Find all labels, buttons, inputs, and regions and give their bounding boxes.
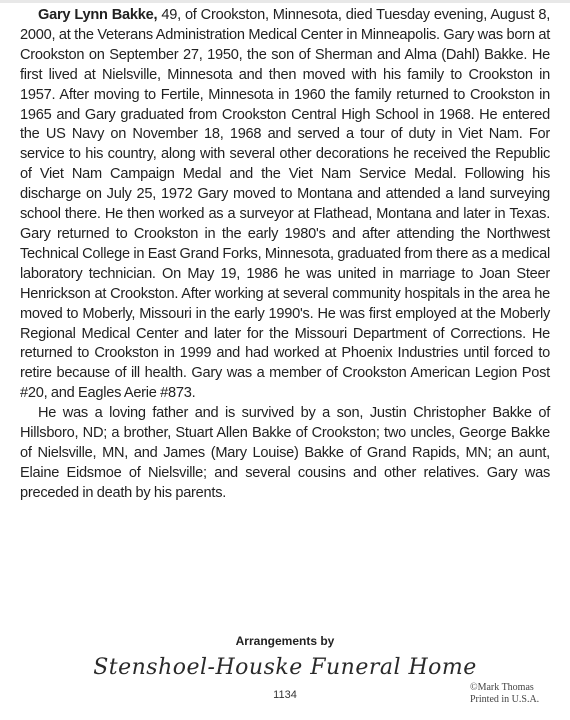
paragraph-1-body: 49, of Crookston, Minnesota, died Tuesday evening, August 8, 2000, at the Veterans Administration Medical Center in Minneapolis. Gary was born at Crookston on September 27, 1950, the son of Sherman and Alma (Dahl) Bakke. He first lived at Nielsville, Minnesota and then moved with his family to Crookston in 1957. After moving to Fertile, Minnesota in 1960 the family returned to Crookston in 1965 and Gary graduated from Crookston Central High School in 1968. He entered the US Navy on November 18, 1968 and served a tour of duty in Viet Nam. For service to his country, along with several other decorations he received the Republic of Viet Nam Campaign Medal and the Viet Nam Service Medal. Following his discharge on July 25, 1972 Gary moved to Montana and attended a land surveying school there. He then worked as a surveyor at Flathead, Montana and later in Texas. Gary returned to Crookston in the early 1980's and after attending the Northwest Technical College in East Grand Forks, Minnesota, graduated from there as a medical laboratory technician. On May 19, 1986 he was united in marriage to Joan Steer Henrickson at Crookston. After working at several community hospitals in the area he moved to Moberly, Missouri in the early 1990's. He was first employed at the Moberly Regional Medical Center and later for the Missouri Department of Corrections. He returned to Crookston in 1999 and had worked at Phoenix Industries until forced to retire because of ill health. Gary was a member of Crookston American Legion Post #20, and Eagles Aerie #873. xyxy=(20,7,550,402)
paragraph-2-body: He was a loving father and is survived by a son, Justin Christopher Bakke of Hillsboro, ND; a brother, Stuart Allen Bakke of Crookston; two uncles, George Bakke of Nielsville, MN, and James (Mary Louise) Bakke of Grand Rapids, MN; an aunt, Elaine Eidsmoe of Nielsville; and several cousins and other relatives. Gary was preceded in death by his parents. xyxy=(20,405,550,501)
page-top-edge xyxy=(0,0,570,3)
obituary-paragraph-1 xyxy=(20,6,550,404)
obituary-text xyxy=(20,6,550,504)
copyright-author: ©Mark Thomas xyxy=(470,682,534,693)
obituary-paragraph-2 xyxy=(20,404,550,504)
copyright-notice xyxy=(470,682,560,706)
arrangements-label: Arrangements by xyxy=(235,634,335,648)
copyright-printed: Printed in U.S.A. xyxy=(470,694,540,705)
funeral-home-signature: Stenshoel-Houske Funeral Home xyxy=(93,655,477,680)
deceased-name: Gary Lynn Bakke, xyxy=(38,7,158,23)
page-number: 1134 xyxy=(273,689,297,701)
